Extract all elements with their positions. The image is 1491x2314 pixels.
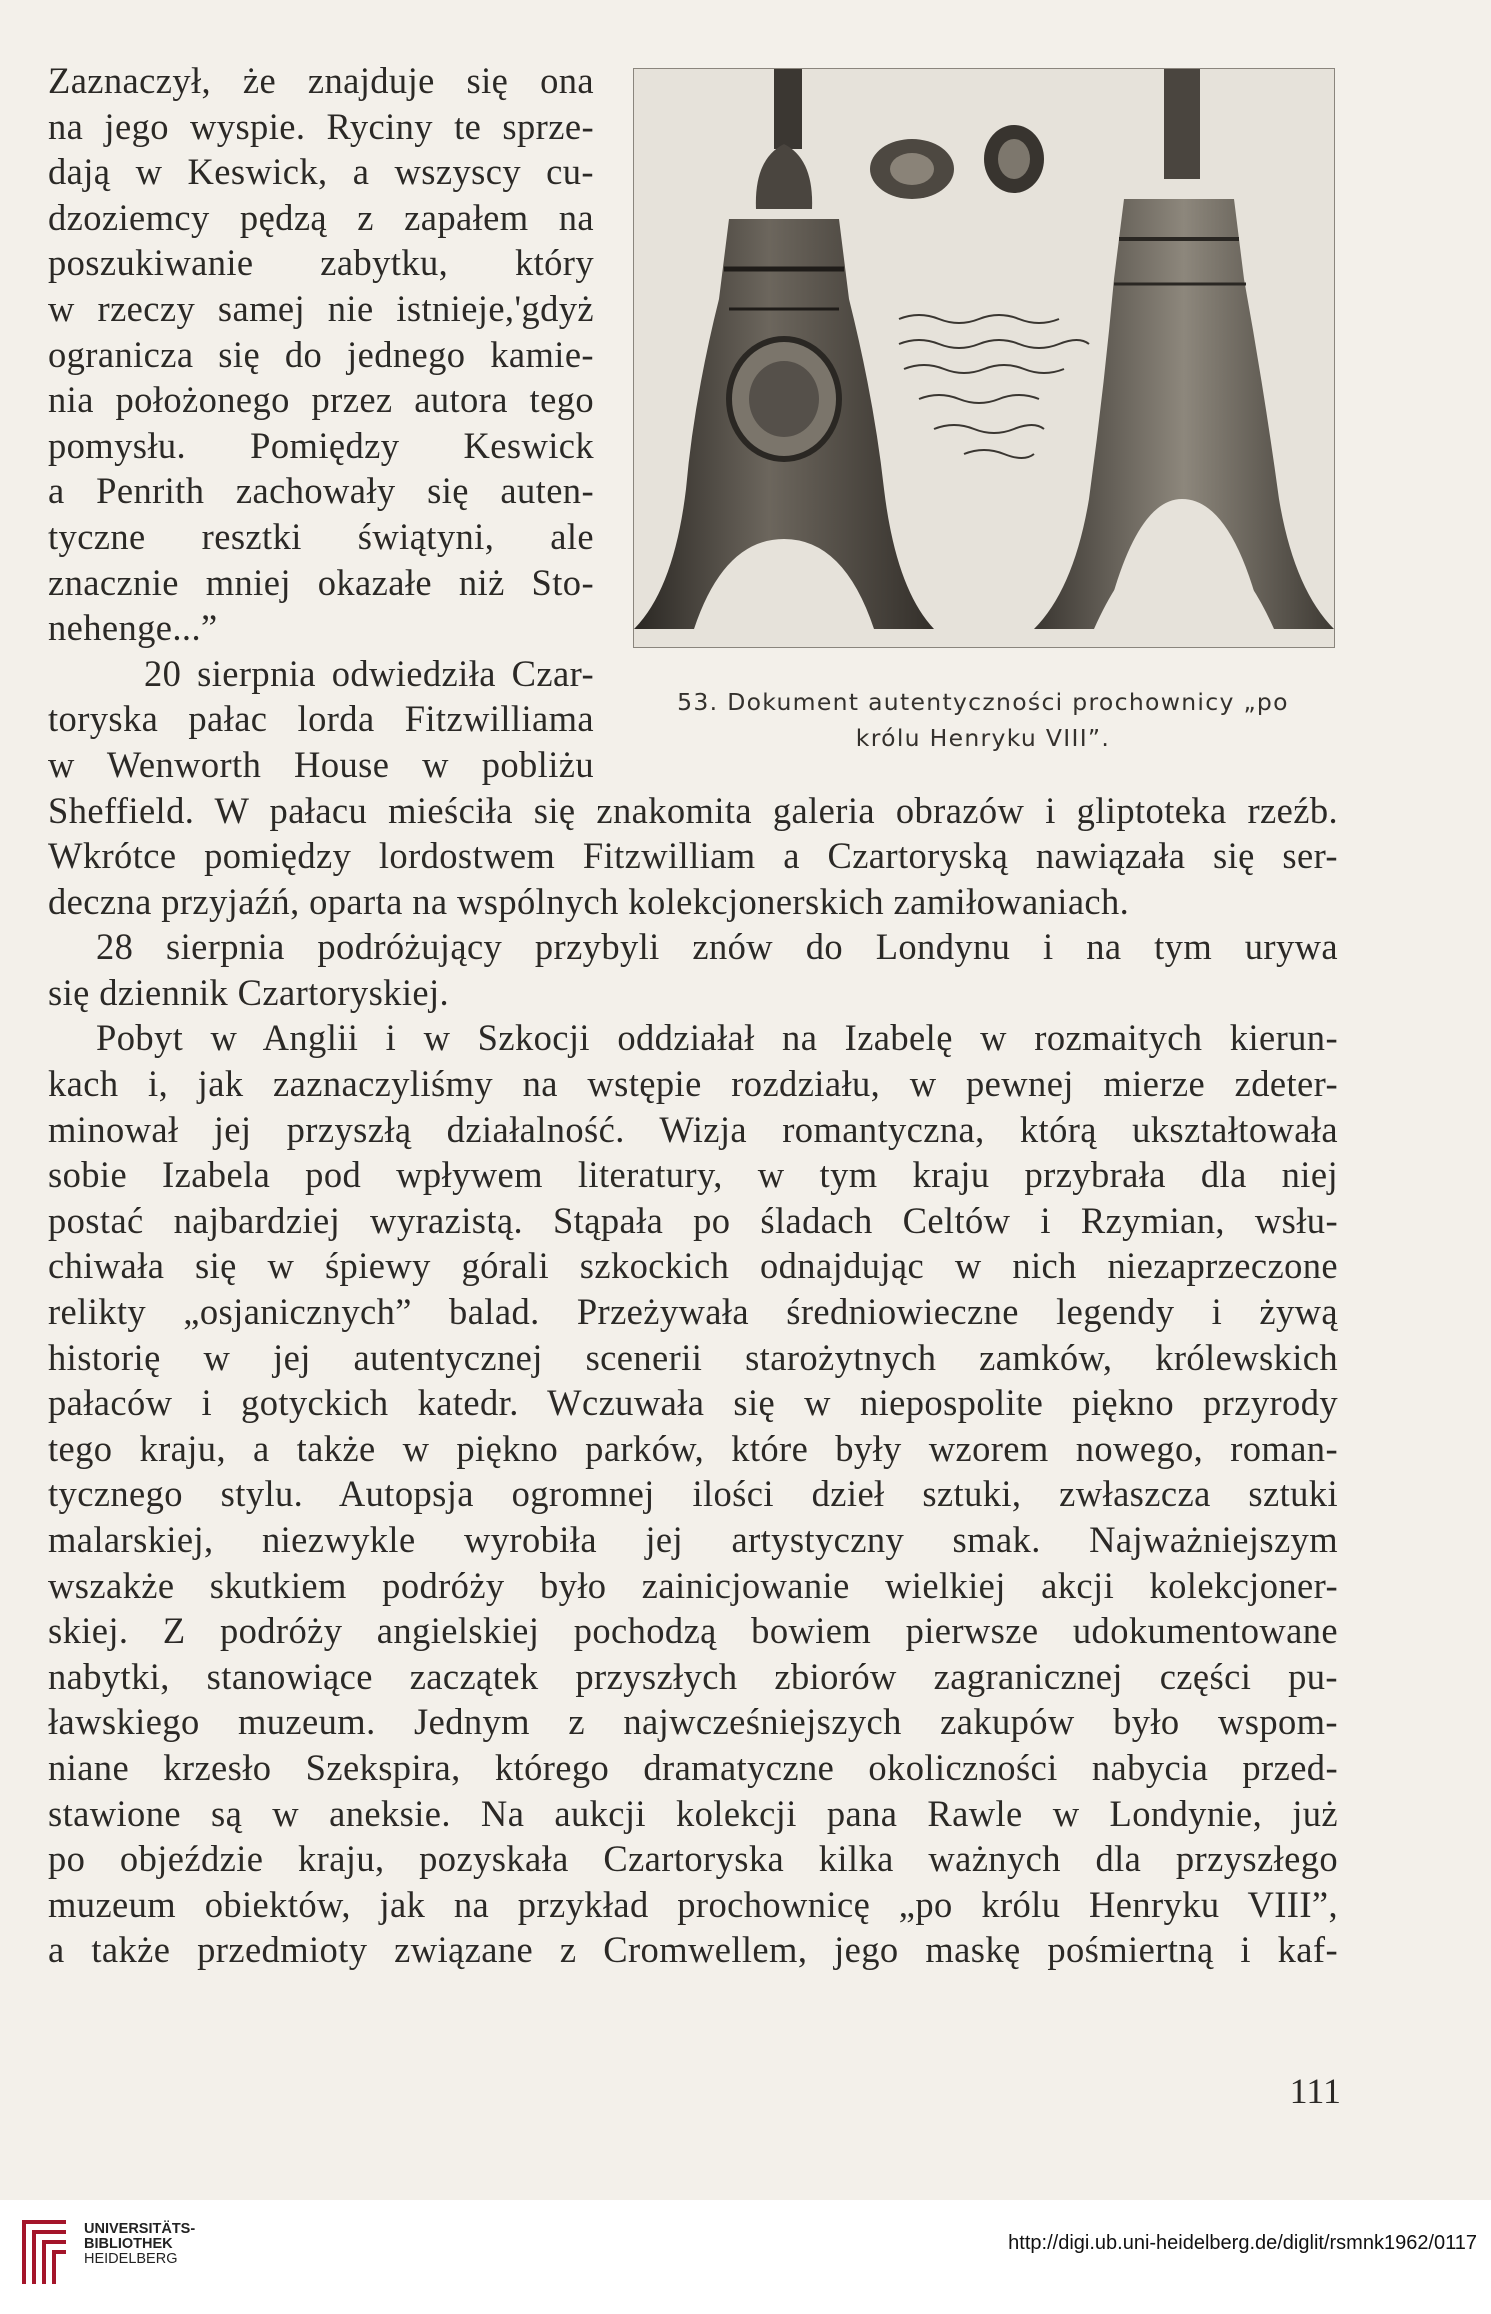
university-library-logo-icon	[16, 2214, 76, 2286]
text-line: postać najbardziej wyrazistą. Stąpała po śladach Celtów i Rzymian, wsłu-	[48, 1199, 1338, 1241]
wide-text-block	[48, 788, 1338, 1973]
caption-line-1: 53. Dokument autentyczności prochownicy „po	[677, 688, 1289, 716]
text-line: sobie Izabela pod wpływem literatury, w tym kraju przybrała dla niej	[48, 1154, 1338, 1196]
text-line: wszakże skutkiem podróży było zainicjowanie wielkiej akcji kolekcjoner-	[48, 1564, 1338, 1606]
text-line: a Penrith zachowały się auten-	[48, 470, 594, 512]
text-line: po objeździe kraju, pozyskała Czartoryska kilka ważnych dla przyszłego	[48, 1838, 1338, 1880]
text-line: pałaców i gotyckich katedr. Wczuwała się w niepospolite piękno przyrody	[48, 1382, 1338, 1424]
text-line: Wkrótce pomiędzy lordostwem Fitzwilliam a Czartoryską nawiązała się ser-	[48, 835, 1338, 877]
text-line: relikty „osjanicznych” balad. Przeżywała średniowieczne legendy i żywą	[48, 1291, 1338, 1333]
text-line: pomysłu. Pomiędzy Keswick	[48, 424, 594, 466]
caption-line-2: królu Henryku VIII”.	[855, 724, 1111, 752]
text-line: muzeum obiektów, jak na przykład prochownicę „po królu Henryku VIII”,	[48, 1883, 1338, 1925]
footer-bar	[0, 2200, 1491, 2314]
text-line: chiwała się w śpiewy górali szkockich odnajdując w nich niezaprzeczone	[48, 1245, 1338, 1287]
text-line: Sheffield. W pałacu mieściła się znakomita galeria obrazów i gliptoteka rzeźb.	[48, 789, 1338, 831]
text-line: stawione są w aneksie. Na aukcji kolekcji pana Rawle w Londynie, już	[48, 1792, 1338, 1834]
powder-flask-photo	[633, 68, 1335, 648]
text-line: 28 sierpnia podróżujący przybyli znów do Londynu i na tym urywa	[96, 926, 1338, 968]
text-line: deczna przyjaźń, oparta na wspólnych kolekcjonerskich zamiłowaniach.	[48, 880, 1130, 922]
text-line: skiej. Z podróży angielskiej pochodzą bowiem pierwsze udokumentowane	[48, 1610, 1338, 1652]
text-line: tego kraju, a także w piękno parków, które były wzorem nowego, roman-	[48, 1427, 1338, 1469]
text-line: się dziennik Czartoryskiej.	[48, 971, 450, 1013]
source-url-link[interactable]: http://digi.ub.uni-heidelberg.de/diglit/rsmnk1962/0117	[1008, 2232, 1477, 2254]
library-name-line-3: HEIDELBERG	[84, 2251, 178, 2267]
text-line: minował jej przyszłą działalność. Wizja romantyczna, którą ukształtowała	[48, 1108, 1338, 1150]
text-line: w rzeczy samej nie istnieje,'gdyż	[48, 287, 594, 329]
figure-caption	[633, 684, 1333, 756]
page-number: 111	[1289, 2071, 1341, 2111]
text-line: 20 sierpnia odwiedziła Czar-	[144, 652, 594, 694]
text-line: ławskiego muzeum. Jednym z najwcześniejszych zakupów było wspom-	[48, 1701, 1338, 1743]
text-line: niane krzesło Szekspira, którego dramatyczne okoliczności nabycia przed-	[48, 1746, 1338, 1788]
text-line: ogranicza się do jednego kamie-	[48, 333, 594, 375]
text-line: poszukiwanie zabytku, który	[48, 242, 594, 284]
library-name-line-1: UNIVERSITÄTS-	[84, 2221, 196, 2237]
text-line: dzoziemcy pędzą z zapałem na	[48, 196, 594, 238]
text-line: nia położonego przez autora tego	[48, 379, 594, 421]
text-line: Zaznaczył, że znajduje się ona	[48, 60, 594, 101]
library-name-line-2: BIBLIOTHEK	[84, 2236, 173, 2252]
library-name	[84, 2222, 195, 2267]
text-line: na jego wyspie. Ryciny te sprze-	[48, 105, 594, 147]
text-line: toryska pałac lorda Fitzwilliama	[48, 698, 594, 740]
text-line: a także przedmioty związane z Cromwellem, jego maskę pośmiertną i kaf-	[48, 1929, 1338, 1971]
narrow-text-block	[48, 58, 594, 788]
text-line: dają w Keswick, a wszyscy cu-	[48, 151, 594, 193]
text-line: historię w jej autentycznej scenerii starożytnych zamków, królewskich	[48, 1336, 1338, 1378]
text-line: nabytki, stanowiące zaczątek przyszłych zbiorów zagranicznej części pu-	[48, 1655, 1338, 1697]
powder-flask-illustration	[634, 69, 1334, 647]
text-line: nehenge...”	[48, 607, 218, 649]
text-line: kach i, jak zaznaczyliśmy na wstępie rozdziału, w pewnej mierze zdeter-	[48, 1063, 1338, 1105]
text-line: tyczne resztki świątyni, ale	[48, 515, 594, 557]
text-line: tycznego stylu. Autopsja ogromnej ilości dzieł sztuki, zwłaszcza sztuki	[48, 1473, 1338, 1515]
text-line: w Wenworth House w pobliżu	[48, 743, 594, 785]
text-line: malarskiej, niezwykle wyrobiła jej artystyczny smak. Najważniejszym	[48, 1519, 1338, 1560]
text-line: Pobyt w Anglii i w Szkocji oddziałał na Izabelę w rozmaitych kierun-	[96, 1017, 1338, 1059]
text-line: znacznie mniej okazałe niż Sto-	[48, 561, 594, 603]
